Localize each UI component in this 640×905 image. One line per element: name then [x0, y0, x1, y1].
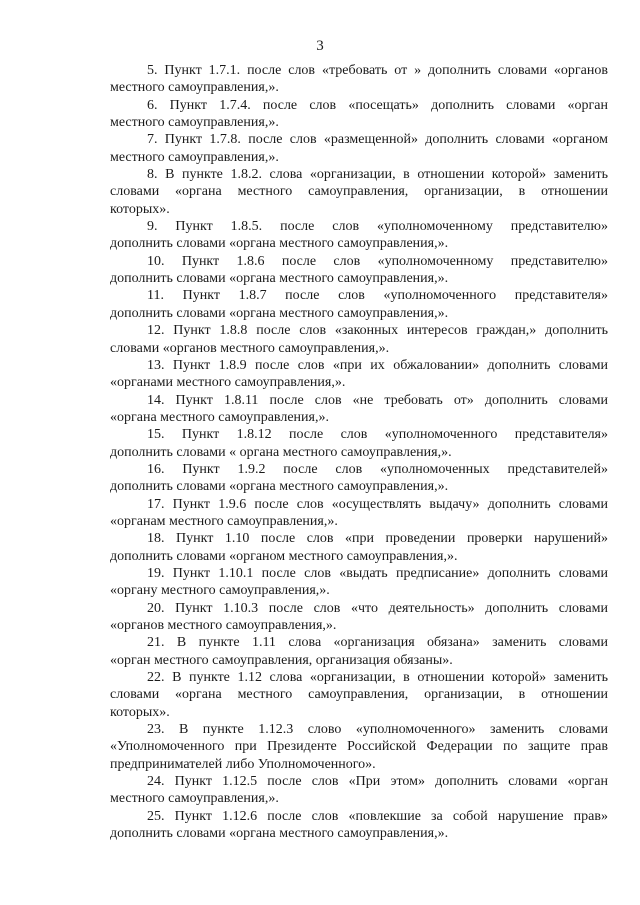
paragraph-item — [110, 634, 608, 669]
page-number: 3 — [316, 38, 324, 54]
paragraph-line: дополнить словами «органа местного самоуправления,». — [110, 826, 449, 842]
paragraph-line: предпринимателей либо Уполномоченного». — [110, 756, 376, 772]
paragraph-line: 12. Пункт 1.8.8 после слов «законных интересов граждан,» дополнить — [147, 323, 608, 339]
paragraph-line: 18. Пункт 1.10 после слов «при проведении проверки нарушений» — [147, 531, 608, 547]
paragraph-line: местного самоуправления,». — [110, 149, 279, 165]
paragraph-line: 19. Пункт 1.10.1 после слов «выдать предписание» дополнить словами — [147, 565, 608, 581]
paragraph-item — [110, 565, 608, 600]
paragraph-line: 25. Пункт 1.12.6 после слов «повлекшие за собой нарушение прав» — [147, 808, 608, 824]
paragraph-line: 9. Пункт 1.8.5. после слов «уполномоченному представителю» — [147, 219, 608, 235]
paragraph-line: «органам местного самоуправления,». — [110, 513, 338, 529]
paragraph-line: 8. В пункте 1.8.2. слова «организации, в отношении которой» заменить — [147, 167, 608, 183]
paragraph-item — [110, 357, 608, 392]
paragraph-line: «органа местного самоуправления,». — [110, 409, 329, 425]
paragraph-line: «орган местного самоуправления, организация обязаны». — [110, 652, 453, 668]
paragraph-item — [110, 131, 608, 166]
paragraph-line: 10. Пункт 1.8.6 после слов «уполномоченному представителю» — [147, 253, 608, 269]
paragraph-line: 24. Пункт 1.12.5 после слов «При этом» дополнить словами «орган — [147, 774, 608, 790]
paragraph-line: 21. В пункте 1.11 слова «организация обязана» заменить словами — [147, 635, 608, 651]
paragraph-line: словами «органа местного самоуправления, организации, в отношении — [110, 184, 608, 200]
paragraph-item — [110, 496, 608, 531]
paragraph-line: местного самоуправления,». — [110, 80, 279, 96]
paragraph-item — [110, 253, 608, 288]
paragraph-item — [110, 97, 608, 132]
paragraph-line: 5. Пункт 1.7.1. после слов «требовать от » дополнить словами «органов — [147, 63, 608, 78]
paragraph-item — [110, 600, 608, 635]
paragraph-line: дополнить словами «органа местного самоуправления,». — [110, 305, 449, 321]
paragraph-line: 17. Пункт 1.9.6 после слов «осуществлять выдачу» дополнить словами — [147, 496, 608, 512]
paragraph-item — [110, 322, 608, 357]
paragraph-line: «органу местного самоуправления,». — [110, 583, 330, 599]
paragraph-item — [110, 721, 608, 773]
paragraph-line: дополнить словами « органа местного самоуправления,». — [110, 444, 452, 460]
paragraph-line: 6. Пункт 1.7.4. после слов «посещать» дополнить словами «орган — [147, 97, 608, 113]
paragraph-item — [110, 392, 608, 427]
paragraph-item — [110, 669, 608, 721]
paragraph-line: 14. Пункт 1.8.11 после слов «не требовать от» дополнить словами — [147, 392, 608, 408]
paragraph-item — [110, 461, 608, 496]
paragraph-item — [110, 426, 608, 461]
paragraph-line: 22. В пункте 1.12 слова «организации, в отношении которой» заменить — [147, 670, 608, 686]
paragraph-line: 15. Пункт 1.8.12 после слов «уполномоченного представителя» — [147, 427, 608, 443]
paragraph-item — [110, 62, 608, 97]
paragraph-line: «Уполномоченного при Президенте Российской Федерации по защите прав — [110, 739, 608, 755]
paragraph-item — [110, 530, 608, 565]
paragraph-item — [110, 287, 608, 322]
paragraph-line: 20. Пункт 1.10.3 после слов «что деятельность» дополнить словами — [147, 600, 608, 616]
paragraph-line: словами «органа местного самоуправления, организации, в отношении — [110, 687, 608, 703]
paragraph-item — [110, 773, 608, 808]
paragraph-line: которых». — [110, 201, 170, 217]
paragraph-line: «органами местного самоуправления,». — [110, 375, 346, 391]
paragraph-line: дополнить словами «органа местного самоуправления,». — [110, 236, 449, 252]
paragraph-line: которых». — [110, 704, 170, 720]
paragraph-line: 16. Пункт 1.9.2 после слов «уполномоченных представителей» — [147, 461, 608, 477]
paragraph-line: словами «органов местного самоуправления,». — [110, 340, 390, 356]
paragraph-line: 23. В пункте 1.12.3 слово «уполномоченного» заменить словами — [147, 722, 608, 738]
document-body — [110, 62, 608, 842]
paragraph-line: дополнить словами «органа местного самоуправления,». — [110, 271, 449, 287]
paragraph-item — [110, 808, 608, 843]
paragraph-line: 13. Пункт 1.8.9 после слов «при их обжаловании» дополнить словами — [147, 357, 608, 373]
paragraph-line: дополнить словами «органа местного самоуправления,». — [110, 479, 449, 495]
paragraph-line: «органов местного самоуправления,». — [110, 618, 337, 633]
paragraph-line: 11. Пункт 1.8.7 после слов «уполномоченного представителя» — [147, 288, 608, 304]
paragraph-item — [110, 218, 608, 253]
paragraph-line: местного самоуправления,». — [110, 791, 279, 807]
paragraph-line: дополнить словами «органом местного самоуправления,». — [110, 548, 458, 564]
paragraph-item — [110, 166, 608, 218]
paragraph-line: местного самоуправления,». — [110, 115, 279, 131]
paragraph-line: 7. Пункт 1.7.8. после слов «размещенной» дополнить словами «органом — [147, 132, 608, 148]
